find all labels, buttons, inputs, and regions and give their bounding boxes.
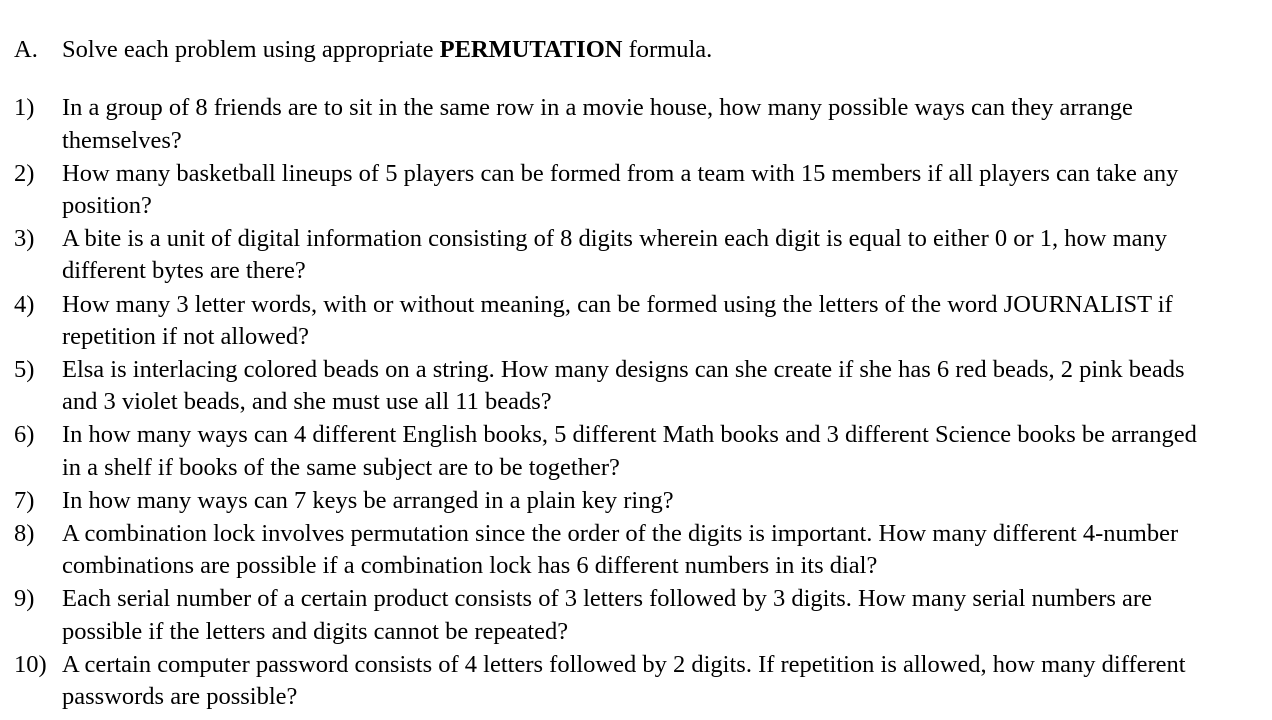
list-item: [10, 649, 1242, 713]
section-marker: A.: [14, 36, 38, 63]
question-number: 4): [14, 290, 35, 318]
question-number: 1): [14, 94, 35, 122]
section-bold-word: PERMUTATION: [439, 36, 623, 63]
question-number: 10): [14, 650, 47, 678]
question-number: 6): [14, 421, 35, 449]
question-text: A certain computer password consists of 4 letters followed by 2 digits. If repetition is allowed, how many different passwords are possible?: [62, 650, 1186, 710]
question-text: A combination lock involves permutation since the order of the digits is important. How many different 4-number combinations are possible if a combination lock has 6 different numbers in its dial?: [62, 519, 1179, 580]
list-item: [10, 485, 1242, 517]
list-item: [10, 223, 1242, 287]
list-item: [10, 583, 1242, 647]
question-text: In how many ways can 7 keys be arranged in a plain key ring?: [62, 486, 674, 514]
question-list: [10, 92, 1242, 713]
list-item: [10, 289, 1242, 353]
section-heading-text: [62, 34, 1242, 66]
question-text: Elsa is interlacing colored beads on a string. How many designs can she create if she has 6 red beads, 2 pink beads and 3 violet beads, and she must use all 11 beads?: [62, 355, 1185, 416]
list-item: [10, 92, 1242, 156]
question-text: In a group of 8 friends are to sit in the same row in a movie house, how many possible ways can they arrange themselves?: [62, 94, 1133, 154]
question-text: In how many ways can 4 different English books, 5 different Math books and 3 different Science books be arranged in a shelf if books of the same subject are to be together?: [62, 421, 1197, 481]
section-heading: [10, 34, 1242, 66]
question-text: How many 3 letter words, with or without meaning, can be formed using the letters of the word JOURNALIST if repetition if not allowed?: [62, 290, 1173, 350]
question-text: Each serial number of a certain product consists of 3 letters followed by 3 digits. How many serial numbers are possible if the letters and digits cannot be repeated?: [62, 585, 1152, 645]
question-number: 5): [14, 355, 35, 383]
list-item: [10, 158, 1242, 222]
question-text: How many basketball lineups of 5 players can be formed from a team with 15 members if all players can take any position?: [62, 159, 1179, 219]
list-item: [10, 518, 1242, 582]
question-number: 9): [14, 585, 35, 613]
question-number: 8): [14, 519, 35, 547]
list-item: [10, 354, 1242, 418]
question-text: A bite is a unit of digital information consisting of 8 digits wherein each digit is equal to either 0 or 1, how many different bytes are there?: [62, 225, 1168, 285]
question-number: 7): [14, 486, 35, 514]
question-number: 3): [14, 225, 35, 253]
question-number: 2): [14, 159, 35, 187]
list-item: [10, 419, 1242, 483]
section-text-after-bold: formula.: [622, 36, 713, 63]
section-text-before-bold: Solve each problem using appropriate: [62, 36, 440, 63]
